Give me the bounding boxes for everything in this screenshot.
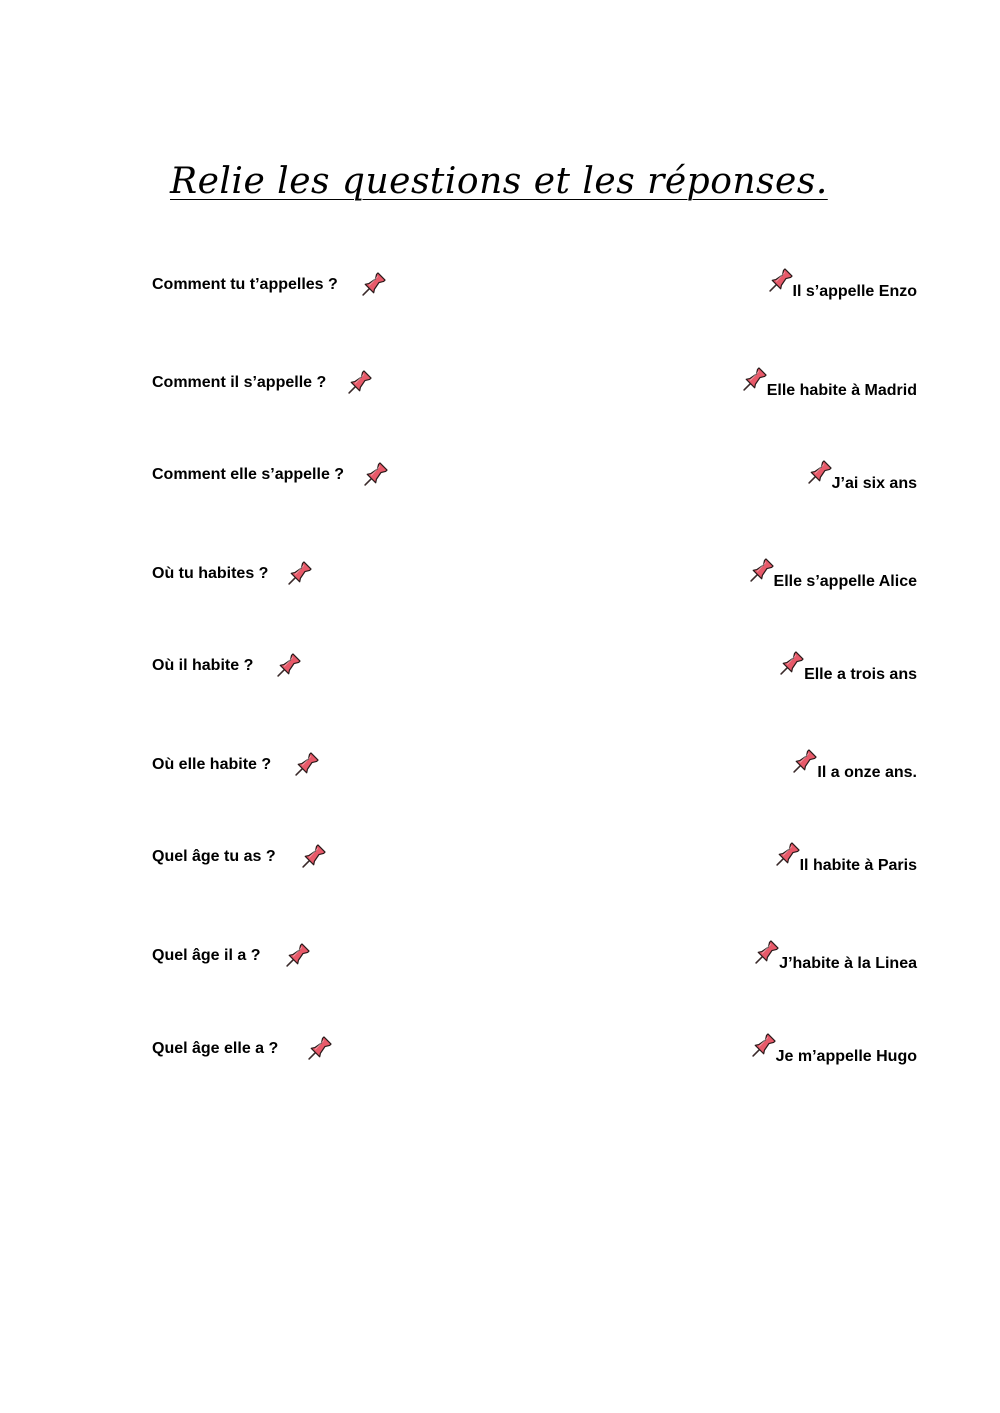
- answer-item-3: [804, 460, 917, 494]
- question-text: Où il habite ?: [152, 657, 254, 674]
- answer-text: Il s’appelle Enzo: [792, 283, 917, 300]
- question-item-2: [152, 368, 374, 398]
- push-pin-icon[interactable]: [291, 750, 321, 780]
- answer-text: Elle habite à Madrid: [766, 382, 917, 399]
- page-title: Relie les questions et les réponses.: [170, 161, 828, 202]
- question-item-1: [152, 270, 388, 300]
- push-pin-icon[interactable]: [748, 1031, 778, 1061]
- answer-item-1: [765, 268, 917, 302]
- answer-item-6: [789, 749, 917, 783]
- answer-text: Il habite à Paris: [799, 857, 917, 874]
- answer-item-2: [739, 367, 917, 401]
- answer-text: Je m’appelle Hugo: [775, 1048, 917, 1065]
- question-text: Où tu habites ?: [152, 565, 269, 582]
- answer-text: Il a onze ans.: [817, 764, 917, 781]
- answer-text: J’ai six ans: [831, 475, 917, 492]
- push-pin-icon[interactable]: [751, 938, 781, 968]
- question-text: Quel âge il a ?: [152, 947, 261, 964]
- answer-item-8: [751, 940, 917, 974]
- push-pin-icon[interactable]: [776, 649, 806, 679]
- question-text: Comment tu t’appelles ?: [152, 276, 338, 293]
- answer-text: J’habite à la Linea: [779, 955, 917, 972]
- push-pin-icon[interactable]: [273, 651, 303, 681]
- question-item-9: [152, 1034, 334, 1064]
- answer-item-9: [748, 1033, 917, 1067]
- push-pin-icon[interactable]: [789, 747, 819, 777]
- push-pin-icon[interactable]: [765, 266, 795, 296]
- question-item-3: [152, 460, 390, 490]
- push-pin-icon[interactable]: [282, 941, 312, 971]
- push-pin-icon[interactable]: [298, 842, 328, 872]
- question-text: Quel âge elle a ?: [152, 1040, 279, 1057]
- answer-text: Elle a trois ans: [804, 666, 917, 683]
- answer-item-5: [776, 651, 917, 685]
- push-pin-icon[interactable]: [358, 270, 388, 300]
- question-text: Comment elle s’appelle ?: [152, 466, 345, 483]
- question-item-6: [152, 750, 321, 780]
- question-text: Quel âge tu as ?: [152, 848, 276, 865]
- question-item-4: [152, 559, 314, 589]
- question-item-8: [152, 941, 312, 971]
- answer-item-4: [746, 558, 917, 592]
- question-text: Où elle habite ?: [152, 756, 272, 773]
- push-pin-icon[interactable]: [284, 559, 314, 589]
- push-pin-icon[interactable]: [739, 365, 769, 395]
- answer-item-7: [772, 842, 917, 876]
- question-text: Comment il s’appelle ?: [152, 374, 327, 391]
- push-pin-icon[interactable]: [304, 1034, 334, 1064]
- push-pin-icon[interactable]: [360, 460, 390, 490]
- answer-text: Elle s’appelle Alice: [773, 573, 917, 590]
- push-pin-icon[interactable]: [804, 458, 834, 488]
- push-pin-icon[interactable]: [746, 556, 776, 586]
- question-item-7: [152, 842, 328, 872]
- question-item-5: [152, 651, 303, 681]
- push-pin-icon[interactable]: [772, 840, 802, 870]
- push-pin-icon[interactable]: [344, 368, 374, 398]
